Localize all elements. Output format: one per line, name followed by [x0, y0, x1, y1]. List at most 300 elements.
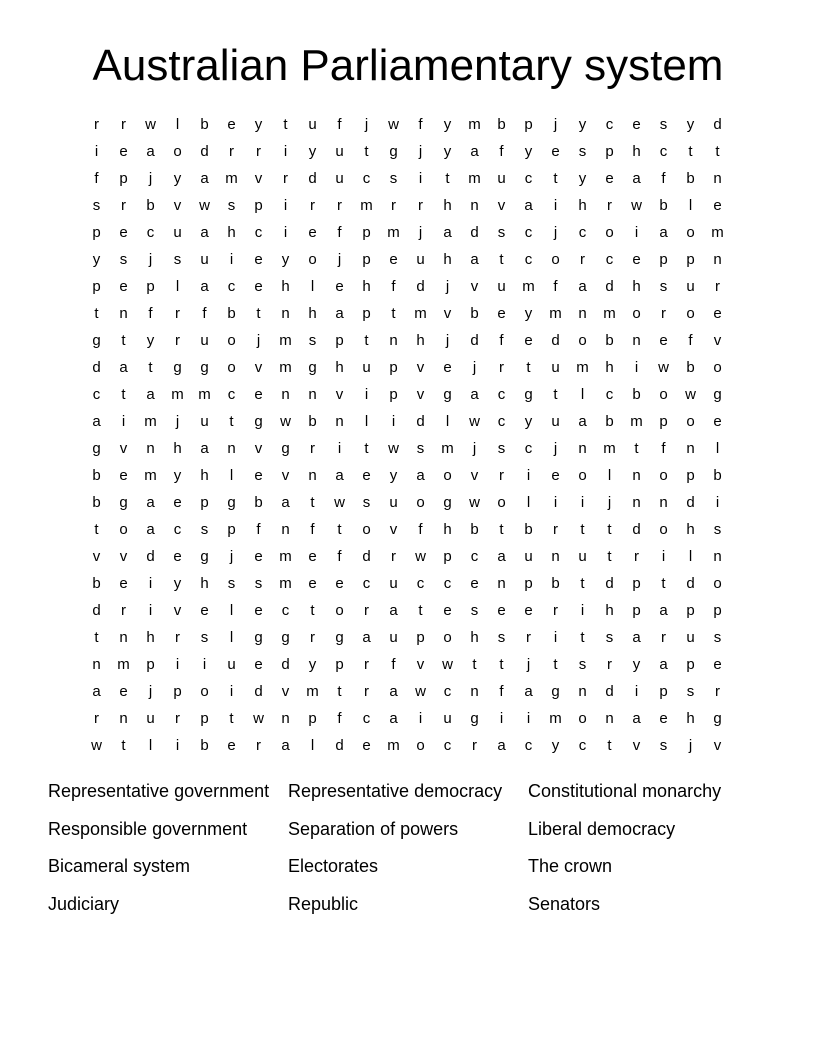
- grid-letter: e: [443, 602, 452, 619]
- grid-letter: b: [146, 197, 155, 214]
- grid-letter: n: [92, 656, 101, 673]
- grid-letter: u: [200, 332, 209, 349]
- grid-letter: s: [470, 602, 479, 619]
- grid-letter: r: [283, 170, 288, 187]
- grid-letter: t: [445, 170, 450, 187]
- grid-letter: s: [308, 332, 317, 349]
- grid-letter: t: [229, 710, 234, 727]
- grid-letter: c: [443, 575, 452, 592]
- grid-letter: e: [254, 278, 263, 295]
- grid-letter: m: [441, 440, 454, 457]
- grid-row: [83, 597, 731, 624]
- grid-letter: c: [470, 548, 479, 565]
- grid-letter: l: [688, 548, 693, 565]
- grid-letter: h: [308, 305, 317, 322]
- grid-letter: u: [227, 656, 236, 673]
- grid-letter: e: [254, 467, 263, 484]
- grid-letter: d: [605, 278, 614, 295]
- word-list-item: Responsible government: [48, 818, 248, 839]
- grid-letter: s: [254, 575, 263, 592]
- grid-letter: n: [605, 710, 614, 727]
- grid-letter: w: [469, 494, 480, 511]
- grid-letter: c: [254, 224, 263, 241]
- grid-letter: a: [200, 278, 209, 295]
- grid-letter: g: [713, 386, 722, 403]
- grid-letter: u: [362, 359, 371, 376]
- grid-letter: c: [578, 737, 587, 754]
- grid-letter: y: [254, 116, 263, 133]
- grid-letter: p: [200, 494, 209, 511]
- grid-letter: a: [659, 224, 668, 241]
- grid-letter: r: [175, 710, 180, 727]
- grid-letter: i: [499, 710, 504, 727]
- grid-letter: l: [580, 386, 585, 403]
- grid-row: [83, 462, 731, 489]
- grid-letter: m: [414, 305, 427, 322]
- grid-letter: j: [445, 278, 450, 295]
- grid-letter: e: [335, 575, 344, 592]
- grid-letter: m: [387, 737, 400, 754]
- grid-letter: a: [146, 494, 155, 511]
- grid-letter: l: [229, 629, 234, 646]
- grid-letter: n: [713, 548, 722, 565]
- grid-letter: e: [551, 143, 560, 160]
- grid-letter: y: [308, 656, 317, 673]
- grid-letter: j: [553, 116, 558, 133]
- grid-letter: b: [92, 575, 101, 592]
- grid-letter: n: [308, 467, 317, 484]
- grid-letter: g: [713, 710, 722, 727]
- grid-letter: a: [470, 386, 479, 403]
- grid-letter: w: [388, 116, 399, 133]
- grid-letter: c: [92, 386, 101, 403]
- grid-letter: a: [146, 143, 155, 160]
- grid-letter: g: [200, 359, 209, 376]
- grid-row: [83, 732, 731, 759]
- grid-letter: s: [173, 251, 182, 268]
- grid-letter: u: [146, 710, 155, 727]
- grid-letter: e: [119, 143, 128, 160]
- grid-letter: h: [443, 197, 452, 214]
- grid-letter: e: [254, 251, 263, 268]
- grid-row: [83, 300, 731, 327]
- grid-letter: p: [362, 224, 371, 241]
- grid-letter: r: [580, 251, 585, 268]
- grid-letter: m: [279, 359, 292, 376]
- grid-letter: u: [416, 251, 425, 268]
- grid-letter: i: [715, 494, 720, 511]
- grid-letter: j: [256, 332, 261, 349]
- grid-letter: v: [254, 170, 263, 187]
- grid-letter: c: [227, 278, 236, 295]
- grid-row: [83, 624, 731, 651]
- grid-letter: i: [283, 143, 288, 160]
- grid-letter: t: [121, 332, 126, 349]
- grid-letter: b: [551, 575, 560, 592]
- grid-row: [83, 516, 731, 543]
- grid-letter: f: [418, 116, 423, 133]
- grid-letter: t: [310, 602, 315, 619]
- grid-letter: g: [281, 440, 290, 457]
- grid-letter: v: [92, 548, 101, 565]
- grid-letter: y: [551, 737, 560, 754]
- grid-letter: g: [443, 386, 452, 403]
- grid-letter: e: [524, 332, 533, 349]
- grid-letter: f: [688, 332, 693, 349]
- grid-letter: b: [92, 494, 101, 511]
- grid-letter: a: [470, 143, 479, 160]
- grid-letter: i: [175, 737, 180, 754]
- grid-letter: c: [281, 602, 290, 619]
- grid-letter: r: [364, 656, 369, 673]
- grid-row: [83, 651, 731, 678]
- grid-letter: g: [308, 359, 317, 376]
- grid-letter: o: [443, 629, 452, 646]
- grid-letter: w: [334, 494, 345, 511]
- grid-letter: s: [659, 278, 668, 295]
- grid-letter: t: [337, 521, 342, 538]
- word-list-item: Republic: [288, 893, 359, 914]
- grid-letter: a: [281, 494, 290, 511]
- grid-letter: i: [634, 683, 639, 700]
- grid-letter: h: [686, 710, 695, 727]
- grid-letter: i: [634, 224, 639, 241]
- grid-letter: p: [605, 143, 614, 160]
- grid-letter: n: [551, 548, 560, 565]
- grid-letter: s: [497, 629, 506, 646]
- grid-letter: n: [578, 683, 587, 700]
- grid-letter: r: [310, 629, 315, 646]
- word-list-item: Electorates: [288, 856, 379, 876]
- grid-letter: p: [335, 656, 344, 673]
- grid-letter: y: [524, 143, 533, 160]
- grid-letter: s: [659, 737, 668, 754]
- grid-letter: n: [281, 710, 290, 727]
- word-list-item: Separation of powers: [288, 818, 459, 839]
- grid-letter: u: [443, 710, 452, 727]
- grid-letter: m: [630, 413, 643, 430]
- grid-letter: r: [94, 116, 99, 133]
- grid-letter: r: [607, 656, 612, 673]
- grid-letter: e: [254, 656, 263, 673]
- grid-letter: j: [526, 656, 531, 673]
- grid-letter: f: [148, 305, 153, 322]
- grid-letter: p: [308, 710, 317, 727]
- grid-letter: n: [470, 197, 479, 214]
- grid-letter: j: [364, 116, 369, 133]
- grid-letter: p: [659, 251, 668, 268]
- grid-letter: n: [146, 440, 155, 457]
- grid-letter: e: [713, 656, 722, 673]
- grid-letter: o: [497, 494, 506, 511]
- grid-letter: j: [553, 440, 558, 457]
- grid-letter: t: [580, 521, 585, 538]
- grid-letter: j: [607, 494, 612, 511]
- grid-letter: r: [499, 467, 504, 484]
- grid-letter: m: [549, 710, 562, 727]
- grid-letter: u: [524, 548, 533, 565]
- grid-letter: a: [632, 170, 641, 187]
- grid-letter: a: [497, 548, 506, 565]
- grid-letter: e: [632, 251, 641, 268]
- grid-letter: r: [661, 305, 666, 322]
- grid-letter: l: [688, 197, 693, 214]
- grid-letter: n: [335, 413, 344, 430]
- grid-letter: p: [686, 467, 695, 484]
- word-list-item: Bicameral system: [48, 856, 191, 876]
- grid-letter: i: [634, 359, 639, 376]
- grid-letter: d: [416, 413, 425, 430]
- grid-letter: l: [175, 116, 180, 133]
- grid-letter: a: [416, 467, 425, 484]
- grid-letter: a: [200, 224, 209, 241]
- grid-letter: w: [280, 413, 291, 430]
- grid-letter: v: [713, 737, 722, 754]
- grid-letter: j: [418, 224, 423, 241]
- grid-letter: p: [146, 656, 155, 673]
- grid-letter: s: [578, 143, 587, 160]
- grid-letter: m: [117, 656, 130, 673]
- grid-letter: j: [445, 332, 450, 349]
- grid-letter: a: [200, 170, 209, 187]
- grid-letter: w: [442, 656, 453, 673]
- grid-letter: t: [121, 386, 126, 403]
- grid-letter: y: [524, 413, 533, 430]
- grid-letter: w: [469, 413, 480, 430]
- grid-letter: i: [148, 575, 153, 592]
- grid-letter: u: [308, 116, 317, 133]
- grid-letter: o: [335, 602, 344, 619]
- grid-letter: p: [713, 602, 722, 619]
- grid-letter: f: [499, 683, 504, 700]
- grid-letter: r: [553, 521, 558, 538]
- grid-letter: p: [173, 683, 182, 700]
- grid-letter: r: [391, 197, 396, 214]
- grid-letter: m: [279, 332, 292, 349]
- grid-letter: y: [146, 332, 155, 349]
- grid-letter: n: [308, 386, 317, 403]
- grid-letter: p: [362, 305, 371, 322]
- grid-letter: n: [281, 305, 290, 322]
- grid-letter: u: [578, 548, 587, 565]
- grid-letter: b: [686, 359, 695, 376]
- grid-letter: h: [605, 602, 614, 619]
- grid-letter: d: [362, 548, 371, 565]
- grid-letter: d: [308, 170, 317, 187]
- grid-letter: h: [146, 629, 155, 646]
- grid-letter: p: [146, 278, 155, 295]
- grid-letter: v: [173, 602, 182, 619]
- grid-letter: d: [470, 224, 479, 241]
- grid-letter: o: [659, 386, 668, 403]
- grid-letter: j: [472, 440, 477, 457]
- grid-letter: a: [470, 251, 479, 268]
- grid-letter: c: [416, 575, 425, 592]
- grid-letter: f: [418, 521, 423, 538]
- grid-letter: s: [578, 656, 587, 673]
- grid-letter: i: [202, 656, 207, 673]
- grid-letter: u: [200, 251, 209, 268]
- grid-letter: s: [686, 683, 695, 700]
- grid-letter: y: [443, 116, 452, 133]
- grid-letter: i: [148, 602, 153, 619]
- grid-letter: t: [499, 656, 504, 673]
- grid-letter: i: [229, 251, 234, 268]
- grid-letter: l: [229, 467, 234, 484]
- grid-letter: b: [92, 467, 101, 484]
- grid-letter: t: [580, 629, 585, 646]
- grid-letter: t: [310, 494, 315, 511]
- grid-letter: c: [524, 224, 533, 241]
- grid-letter: o: [416, 737, 425, 754]
- grid-letter: m: [360, 197, 373, 214]
- grid-letter: c: [173, 521, 182, 538]
- grid-letter: h: [335, 359, 344, 376]
- grid-letter: u: [686, 629, 695, 646]
- grid-letter: v: [281, 467, 290, 484]
- grid-letter: a: [389, 602, 398, 619]
- grid-letter: p: [92, 224, 101, 241]
- grid-letter: f: [391, 278, 396, 295]
- grid-letter: a: [659, 602, 668, 619]
- grid-letter: b: [470, 305, 479, 322]
- grid-letter: t: [418, 602, 423, 619]
- grid-letter: g: [335, 629, 344, 646]
- grid-letter: y: [524, 305, 533, 322]
- grid-letter: u: [389, 494, 398, 511]
- grid-letter: w: [631, 197, 642, 214]
- grid-letter: i: [121, 413, 126, 430]
- grid-letter: u: [551, 413, 560, 430]
- grid-letter: e: [470, 575, 479, 592]
- grid-letter: p: [389, 386, 398, 403]
- grid-letter: i: [364, 386, 369, 403]
- grid-letter: o: [443, 467, 452, 484]
- grid-letter: e: [200, 602, 209, 619]
- grid-letter: o: [659, 467, 668, 484]
- grid-letter: t: [607, 548, 612, 565]
- grid-letter: n: [470, 683, 479, 700]
- grid-letter: v: [335, 386, 344, 403]
- grid-letter: f: [337, 548, 342, 565]
- grid-letter: o: [578, 332, 587, 349]
- grid-letter: r: [229, 143, 234, 160]
- grid-letter: y: [389, 467, 398, 484]
- grid-letter: a: [200, 440, 209, 457]
- grid-letter: r: [256, 143, 261, 160]
- grid-letter: f: [337, 116, 342, 133]
- grid-letter: i: [580, 494, 585, 511]
- grid-letter: h: [362, 278, 371, 295]
- grid-letter: d: [281, 656, 290, 673]
- grid-letter: c: [605, 386, 614, 403]
- word-list-item: Liberal democracy: [528, 818, 676, 839]
- grid-letter: g: [281, 629, 290, 646]
- grid-letter: h: [632, 143, 641, 160]
- grid-letter: r: [472, 737, 477, 754]
- grid-letter: n: [281, 386, 290, 403]
- grid-row: [83, 138, 731, 165]
- grid-letter: i: [175, 656, 180, 673]
- grid-letter: l: [526, 494, 531, 511]
- grid-letter: u: [497, 170, 506, 187]
- grid-letter: b: [200, 116, 209, 133]
- grid-letter: t: [526, 359, 531, 376]
- grid-letter: c: [362, 575, 371, 592]
- grid-letter: b: [227, 305, 236, 322]
- grid-letter: h: [443, 251, 452, 268]
- grid-letter: m: [468, 116, 481, 133]
- grid-letter: y: [173, 467, 182, 484]
- grid-letter: u: [200, 413, 209, 430]
- grid-letter: d: [605, 683, 614, 700]
- grid-letter: g: [470, 710, 479, 727]
- grid-letter: g: [254, 629, 263, 646]
- grid-letter: p: [119, 170, 128, 187]
- grid-letter: v: [470, 467, 479, 484]
- grid-letter: f: [661, 170, 666, 187]
- grid-letter: p: [362, 251, 371, 268]
- grid-letter: p: [254, 197, 263, 214]
- grid-letter: e: [119, 575, 128, 592]
- word-list-item: Constitutional monarchy: [528, 781, 722, 801]
- grid-row: [83, 273, 731, 300]
- grid-letter: l: [364, 413, 369, 430]
- grid-letter: f: [337, 224, 342, 241]
- grid-letter: e: [254, 548, 263, 565]
- grid-letter: r: [715, 683, 720, 700]
- grid-letter: a: [524, 683, 533, 700]
- grid-letter: t: [634, 440, 639, 457]
- grid-letter: a: [335, 467, 344, 484]
- grid-letter: f: [499, 332, 504, 349]
- grid-letter: d: [470, 332, 479, 349]
- grid-letter: c: [524, 737, 533, 754]
- grid-letter: b: [470, 521, 479, 538]
- grid-letter: w: [415, 548, 426, 565]
- grid-letter: c: [605, 116, 614, 133]
- grid-letter: v: [416, 359, 425, 376]
- grid-letter: e: [254, 602, 263, 619]
- grid-letter: i: [553, 629, 558, 646]
- grid-letter: e: [308, 224, 317, 241]
- grid-letter: e: [713, 413, 722, 430]
- grid-letter: t: [607, 737, 612, 754]
- grid-letter: p: [416, 629, 425, 646]
- grid-letter: o: [713, 575, 722, 592]
- grid-letter: o: [227, 332, 236, 349]
- grid-letter: w: [685, 386, 696, 403]
- grid-letter: m: [522, 278, 535, 295]
- grid-letter: n: [713, 251, 722, 268]
- grid-letter: d: [416, 278, 425, 295]
- word-list: [48, 778, 768, 928]
- grid-letter: t: [661, 575, 666, 592]
- grid-letter: d: [686, 494, 695, 511]
- grid-letter: n: [632, 332, 641, 349]
- grid-letter: s: [497, 224, 506, 241]
- grid-letter: r: [418, 197, 423, 214]
- grid-letter: w: [145, 116, 156, 133]
- grid-letter: c: [605, 251, 614, 268]
- grid-letter: a: [146, 521, 155, 538]
- grid-letter: p: [443, 548, 452, 565]
- grid-letter: v: [443, 305, 452, 322]
- grid-letter: t: [499, 521, 504, 538]
- grid-letter: p: [524, 575, 533, 592]
- grid-letter: d: [254, 683, 263, 700]
- grid-letter: n: [281, 521, 290, 538]
